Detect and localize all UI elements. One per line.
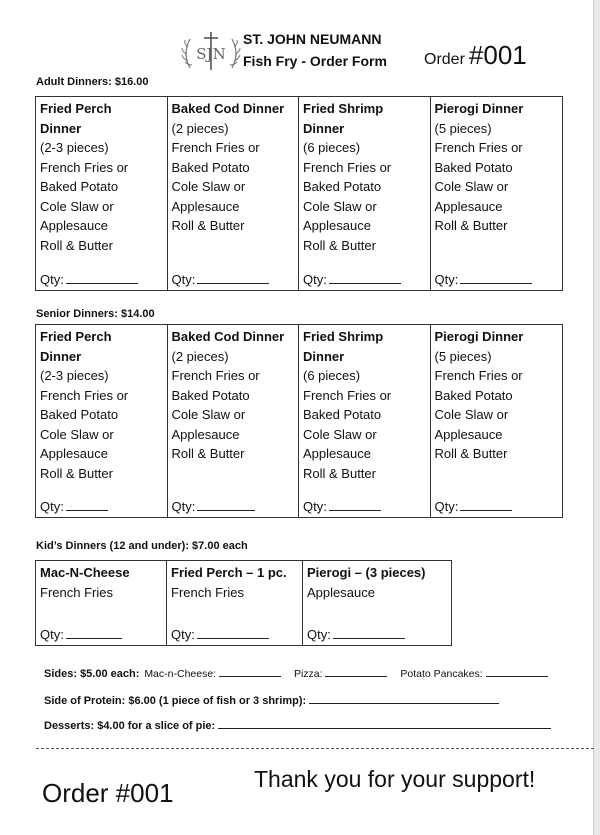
meal-cell	[303, 561, 451, 645]
meal-name: Fried Shrimp	[303, 329, 384, 344]
side-mac-label: Mac-n-Cheese:	[144, 668, 217, 680]
meal-cell	[299, 97, 431, 290]
qty-row	[435, 497, 513, 517]
qty-label: Qty:	[303, 271, 327, 287]
meal-name: Dinner	[303, 120, 345, 136]
desserts-row	[44, 718, 551, 732]
meal-detail: Applesauce	[303, 218, 371, 233]
meal-detail: (6 pieces)	[303, 368, 361, 383]
meal-detail: Applesauce	[434, 198, 503, 214]
meal-detail: Applesauce	[40, 218, 108, 233]
cut-line	[36, 748, 594, 749]
meal-detail: Applesauce	[171, 426, 240, 442]
meal-detail: Baked Potato	[434, 159, 513, 175]
qty-row	[435, 270, 533, 290]
qty-row	[307, 625, 405, 645]
meal-cell	[299, 325, 431, 517]
meal-detail: French Fries or	[171, 140, 260, 155]
meal-detail: Applesauce	[40, 446, 108, 461]
qty-row	[172, 270, 270, 290]
meal-detail: Baked Potato	[171, 159, 250, 175]
meal-name: Dinner	[303, 348, 345, 364]
meal-detail: Baked Potato	[40, 407, 119, 422]
meal-name: Fried Shrimp	[303, 101, 384, 116]
meal-detail: Roll & Butter	[171, 446, 245, 461]
meal-detail: Baked Potato	[171, 387, 250, 403]
order-number: #001	[468, 40, 527, 70]
meal-name: Pierogi Dinner	[434, 101, 524, 116]
qty-field[interactable]	[197, 273, 269, 284]
meal-detail: Applesauce	[303, 446, 371, 461]
meal-detail: Roll & Butter	[303, 237, 376, 253]
qty-row	[303, 270, 401, 290]
meal-detail: Cole Slaw or	[303, 426, 377, 442]
side-pancakes-field[interactable]	[486, 666, 548, 677]
meal-detail: Roll & Butter	[40, 237, 113, 253]
meal-name: Mac-N-Cheese	[40, 565, 130, 580]
qty-row	[171, 625, 269, 645]
qty-row	[40, 625, 122, 645]
meal-detail: Roll & Butter	[303, 465, 376, 481]
qty-field[interactable]	[460, 273, 532, 284]
meal-detail: French Fries or	[303, 387, 392, 403]
meal-detail: Cole Slaw or	[40, 426, 114, 442]
meal-detail: French Fries or	[303, 159, 392, 175]
meal-detail: (6 pieces)	[303, 140, 361, 155]
qty-field[interactable]	[66, 628, 122, 639]
meal-detail: Applesauce	[307, 584, 375, 600]
sides-row	[44, 666, 548, 680]
meal-name: Pierogi Dinner	[434, 329, 524, 344]
qty-field[interactable]	[329, 273, 401, 284]
protein-field[interactable]	[309, 693, 499, 704]
meal-cell	[168, 325, 300, 517]
meal-detail: Roll & Butter	[434, 218, 508, 233]
meal-cell	[167, 561, 303, 645]
thank-you-message: Thank you for your support!	[254, 766, 536, 792]
meal-name: Fried Perch	[40, 329, 112, 344]
meal-cell	[36, 325, 168, 517]
form-title: Fish Fry - Order Form	[243, 53, 387, 69]
meal-detail: Applesauce	[171, 198, 240, 214]
meal-detail: Cole Slaw or	[434, 179, 509, 194]
qty-field[interactable]	[66, 273, 138, 284]
meal-detail: Baked Potato	[434, 387, 513, 403]
qty-row	[40, 270, 138, 290]
meal-detail: (2-3 pieces)	[40, 140, 109, 155]
qty-label: Qty:	[40, 498, 64, 514]
meal-cell	[431, 325, 563, 517]
qty-label: Qty:	[434, 271, 459, 287]
meal-name: Baked Cod Dinner	[171, 101, 285, 116]
meal-detail: French Fries	[171, 584, 244, 600]
qty-field[interactable]	[333, 628, 405, 639]
senior-dinners-grid	[35, 324, 563, 518]
meal-name: Pierogi – (3 pieces)	[307, 565, 426, 580]
adult-dinners-grid	[35, 96, 563, 291]
meal-cell	[431, 97, 563, 290]
meal-detail: (2 pieces)	[171, 120, 229, 136]
qty-field[interactable]	[329, 500, 381, 511]
meal-name: Baked Cod Dinner	[171, 329, 285, 344]
side-mac-field[interactable]	[219, 666, 281, 677]
senior-dinners-label: Senior Dinners: $14.00	[36, 308, 155, 320]
meal-detail: Baked Potato	[303, 407, 382, 422]
meal-detail: Roll & Butter	[434, 446, 508, 461]
meal-detail: Cole Slaw or	[303, 198, 377, 214]
meal-detail: Cole Slaw or	[40, 198, 114, 214]
kids-dinners-label: Kid’s Dinners (12 and under): $7.00 each	[36, 540, 248, 552]
qty-field[interactable]	[460, 500, 512, 511]
qty-row	[303, 497, 381, 517]
qty-row	[172, 497, 256, 517]
meal-detail: (2-3 pieces)	[40, 368, 109, 383]
adult-dinners-label: Adult Dinners: $16.00	[36, 76, 149, 88]
qty-label: Qty:	[171, 498, 196, 514]
qty-label: Qty:	[40, 626, 64, 642]
meal-detail: (5 pieces)	[434, 348, 492, 364]
meal-detail: Cole Slaw or	[434, 407, 509, 422]
sides-label: Sides: $5.00 each:	[44, 668, 140, 680]
side-pancakes-label: Potato Pancakes:	[400, 668, 483, 680]
side-pizza-field[interactable]	[325, 666, 387, 677]
meal-detail: Roll & Butter	[171, 218, 245, 233]
meal-detail: Cole Slaw or	[171, 179, 246, 194]
protein-row	[44, 693, 499, 707]
qty-label: Qty:	[171, 626, 195, 642]
meal-detail: Cole Slaw or	[171, 407, 246, 422]
qty-label: Qty:	[303, 498, 327, 514]
order-number-header	[424, 40, 527, 71]
qty-field[interactable]	[66, 500, 108, 511]
meal-detail: (2 pieces)	[171, 348, 229, 364]
qty-field[interactable]	[197, 628, 269, 639]
side-pizza-label: Pizza:	[293, 668, 323, 680]
order-label: Order	[424, 51, 465, 68]
meal-detail: French Fries	[40, 584, 113, 600]
svg-text:SJN: SJN	[196, 45, 226, 63]
meal-detail: Baked Potato	[303, 179, 382, 194]
kids-dinners-grid	[35, 560, 452, 646]
meal-detail: French Fries or	[40, 387, 129, 403]
qty-field[interactable]	[197, 500, 255, 511]
qty-label: Qty:	[307, 626, 331, 642]
meal-detail: Applesauce	[434, 426, 503, 442]
meal-cell	[168, 97, 300, 290]
meal-name: Fried Perch	[40, 101, 112, 116]
meal-cell	[36, 561, 167, 645]
order-stub: Order #001	[42, 778, 174, 808]
meal-name: Fried Perch – 1 pc.	[171, 565, 287, 580]
meal-name: Dinner	[40, 120, 82, 136]
meal-detail: Roll & Butter	[40, 465, 113, 481]
qty-row	[40, 497, 108, 517]
protein-label: Side of Protein: $6.00 (1 piece of fish or 3 shrimp):	[44, 695, 307, 707]
meal-cell	[36, 97, 168, 290]
qty-label: Qty:	[171, 271, 196, 287]
meal-detail: French Fries or	[171, 368, 260, 383]
desserts-field[interactable]	[218, 718, 551, 729]
meal-detail: French Fries or	[40, 159, 129, 175]
church-name: ST. JOHN NEUMANN	[243, 31, 382, 47]
meal-name: Dinner	[40, 348, 82, 364]
qty-label: Qty:	[434, 498, 459, 514]
meal-detail: French Fries or	[434, 368, 523, 383]
meal-detail: French Fries or	[434, 140, 523, 155]
qty-label: Qty:	[40, 271, 64, 287]
desserts-label: Desserts: $4.00 for a slice of pie:	[44, 720, 216, 732]
meal-detail: (5 pieces)	[434, 120, 492, 136]
meal-detail: Baked Potato	[40, 179, 119, 194]
church-logo-icon	[180, 30, 242, 72]
